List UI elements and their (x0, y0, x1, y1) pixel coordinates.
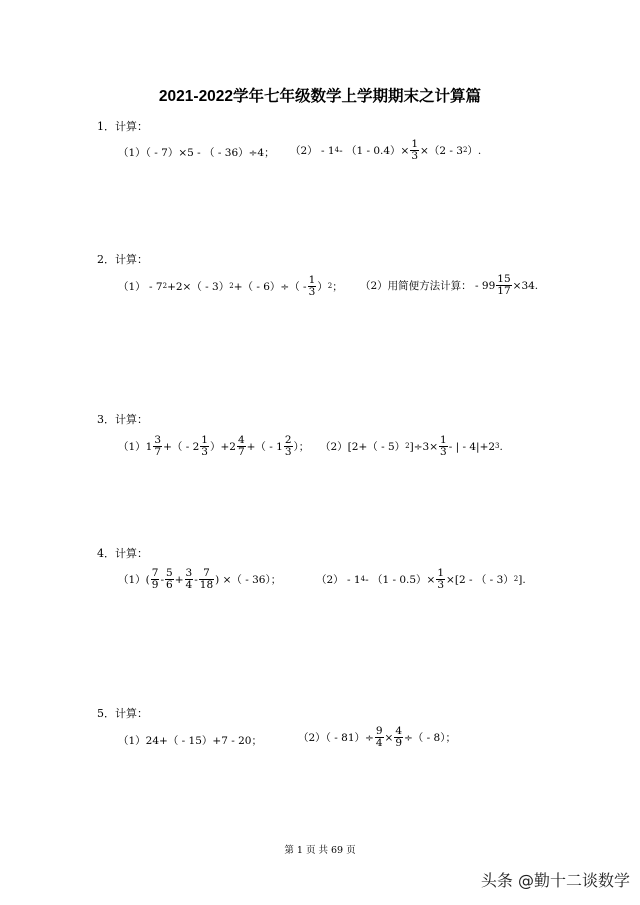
q3-part-2: （2）[2+（ - 5） $^2$ ]÷3× $\frac{1}{3}$ - | - 4|+2 $^3$ . (320, 434, 503, 458)
fraction: $\frac{2}{3}$ (284, 434, 292, 458)
fraction: $\frac{15}{17}$ (497, 273, 511, 297)
fraction: $\frac{5}{6}$ (166, 567, 173, 591)
question-3-heading: 3．计算： (97, 413, 148, 426)
fraction: $\frac{4}{7}$ (237, 434, 245, 458)
fraction: $\frac{9}{4}$ (375, 725, 383, 749)
q3-part-1: （1）1 $\frac{3}{7}$ +（ - 2 $\frac{1}{3}$ ）+2 $\frac{4}{7}$ +（ - 1 $\frac{2}{3}$ ）； (118, 434, 310, 458)
fraction: $\frac{3}{4}$ (185, 567, 193, 591)
fraction: $\frac{1}{3}$ (440, 434, 447, 458)
fraction: $\frac{1}{3}$ (201, 434, 208, 458)
q2-part-1: （1） - 7 $^2$ +2×（ - 3） $^2$ +（ - 6）÷（ - $\frac{1}{3}$ ） $^2$ ； (118, 274, 343, 298)
q4-part-2: （2） - 1 $^4$ - （1 - 0.5）× $\frac{1}{3}$ ×[2 - （ - 3） $^2$ ]. (316, 567, 526, 591)
question-4-heading: 4．计算： (97, 547, 148, 560)
question-1-heading: 1．计算： (97, 120, 148, 133)
q5-part-1: （1）24+（ - 15）+7 - 20； (118, 735, 262, 747)
page-title: 2021-2022学年七年级数学上学期期末之计算篇 (158, 88, 482, 105)
q1-part-2: （2） - 1 $^4$ - （1 - 0.4）× $\frac{1}{3}$ ×（2 - 3 $^2$ ）. (290, 138, 482, 162)
question-2-heading: 2．计算： (97, 253, 148, 266)
q4-part-1: （1）( $\frac{7}{9}$ - $\frac{5}{6}$ + $\frac{3}{4}$ - $\frac{7}{18}$ ) ×（ - 36）； (118, 567, 282, 591)
fraction: $\frac{7}{9}$ (151, 567, 159, 591)
fraction: $\frac{1}{3}$ (411, 138, 419, 162)
q1-part-1: （1）（ - 7）×5 - （ - 36）÷4； (118, 147, 275, 159)
fraction: $\frac{3}{7}$ (154, 434, 162, 458)
q2-part-2: （2）用简便方法计算： - 99 $\frac{15}{17}$ ×34. (360, 273, 539, 297)
fraction: $\frac{7}{18}$ (199, 567, 214, 591)
fraction: $\frac{1}{3}$ (437, 567, 445, 591)
page-footer: 第 1 页 共 69 页 (284, 845, 356, 856)
question-5-heading: 5．计算： (97, 707, 148, 720)
q5-part-2: （2）（ - 81）÷ $\frac{9}{4}$ × $\frac{4}{9}$ ÷（ - 8）； (298, 725, 456, 749)
watermark: 头条 @勤十二谈数学 (480, 871, 630, 890)
fraction: $\frac{4}{9}$ (395, 725, 402, 749)
fraction: $\frac{1}{3}$ (308, 274, 316, 298)
